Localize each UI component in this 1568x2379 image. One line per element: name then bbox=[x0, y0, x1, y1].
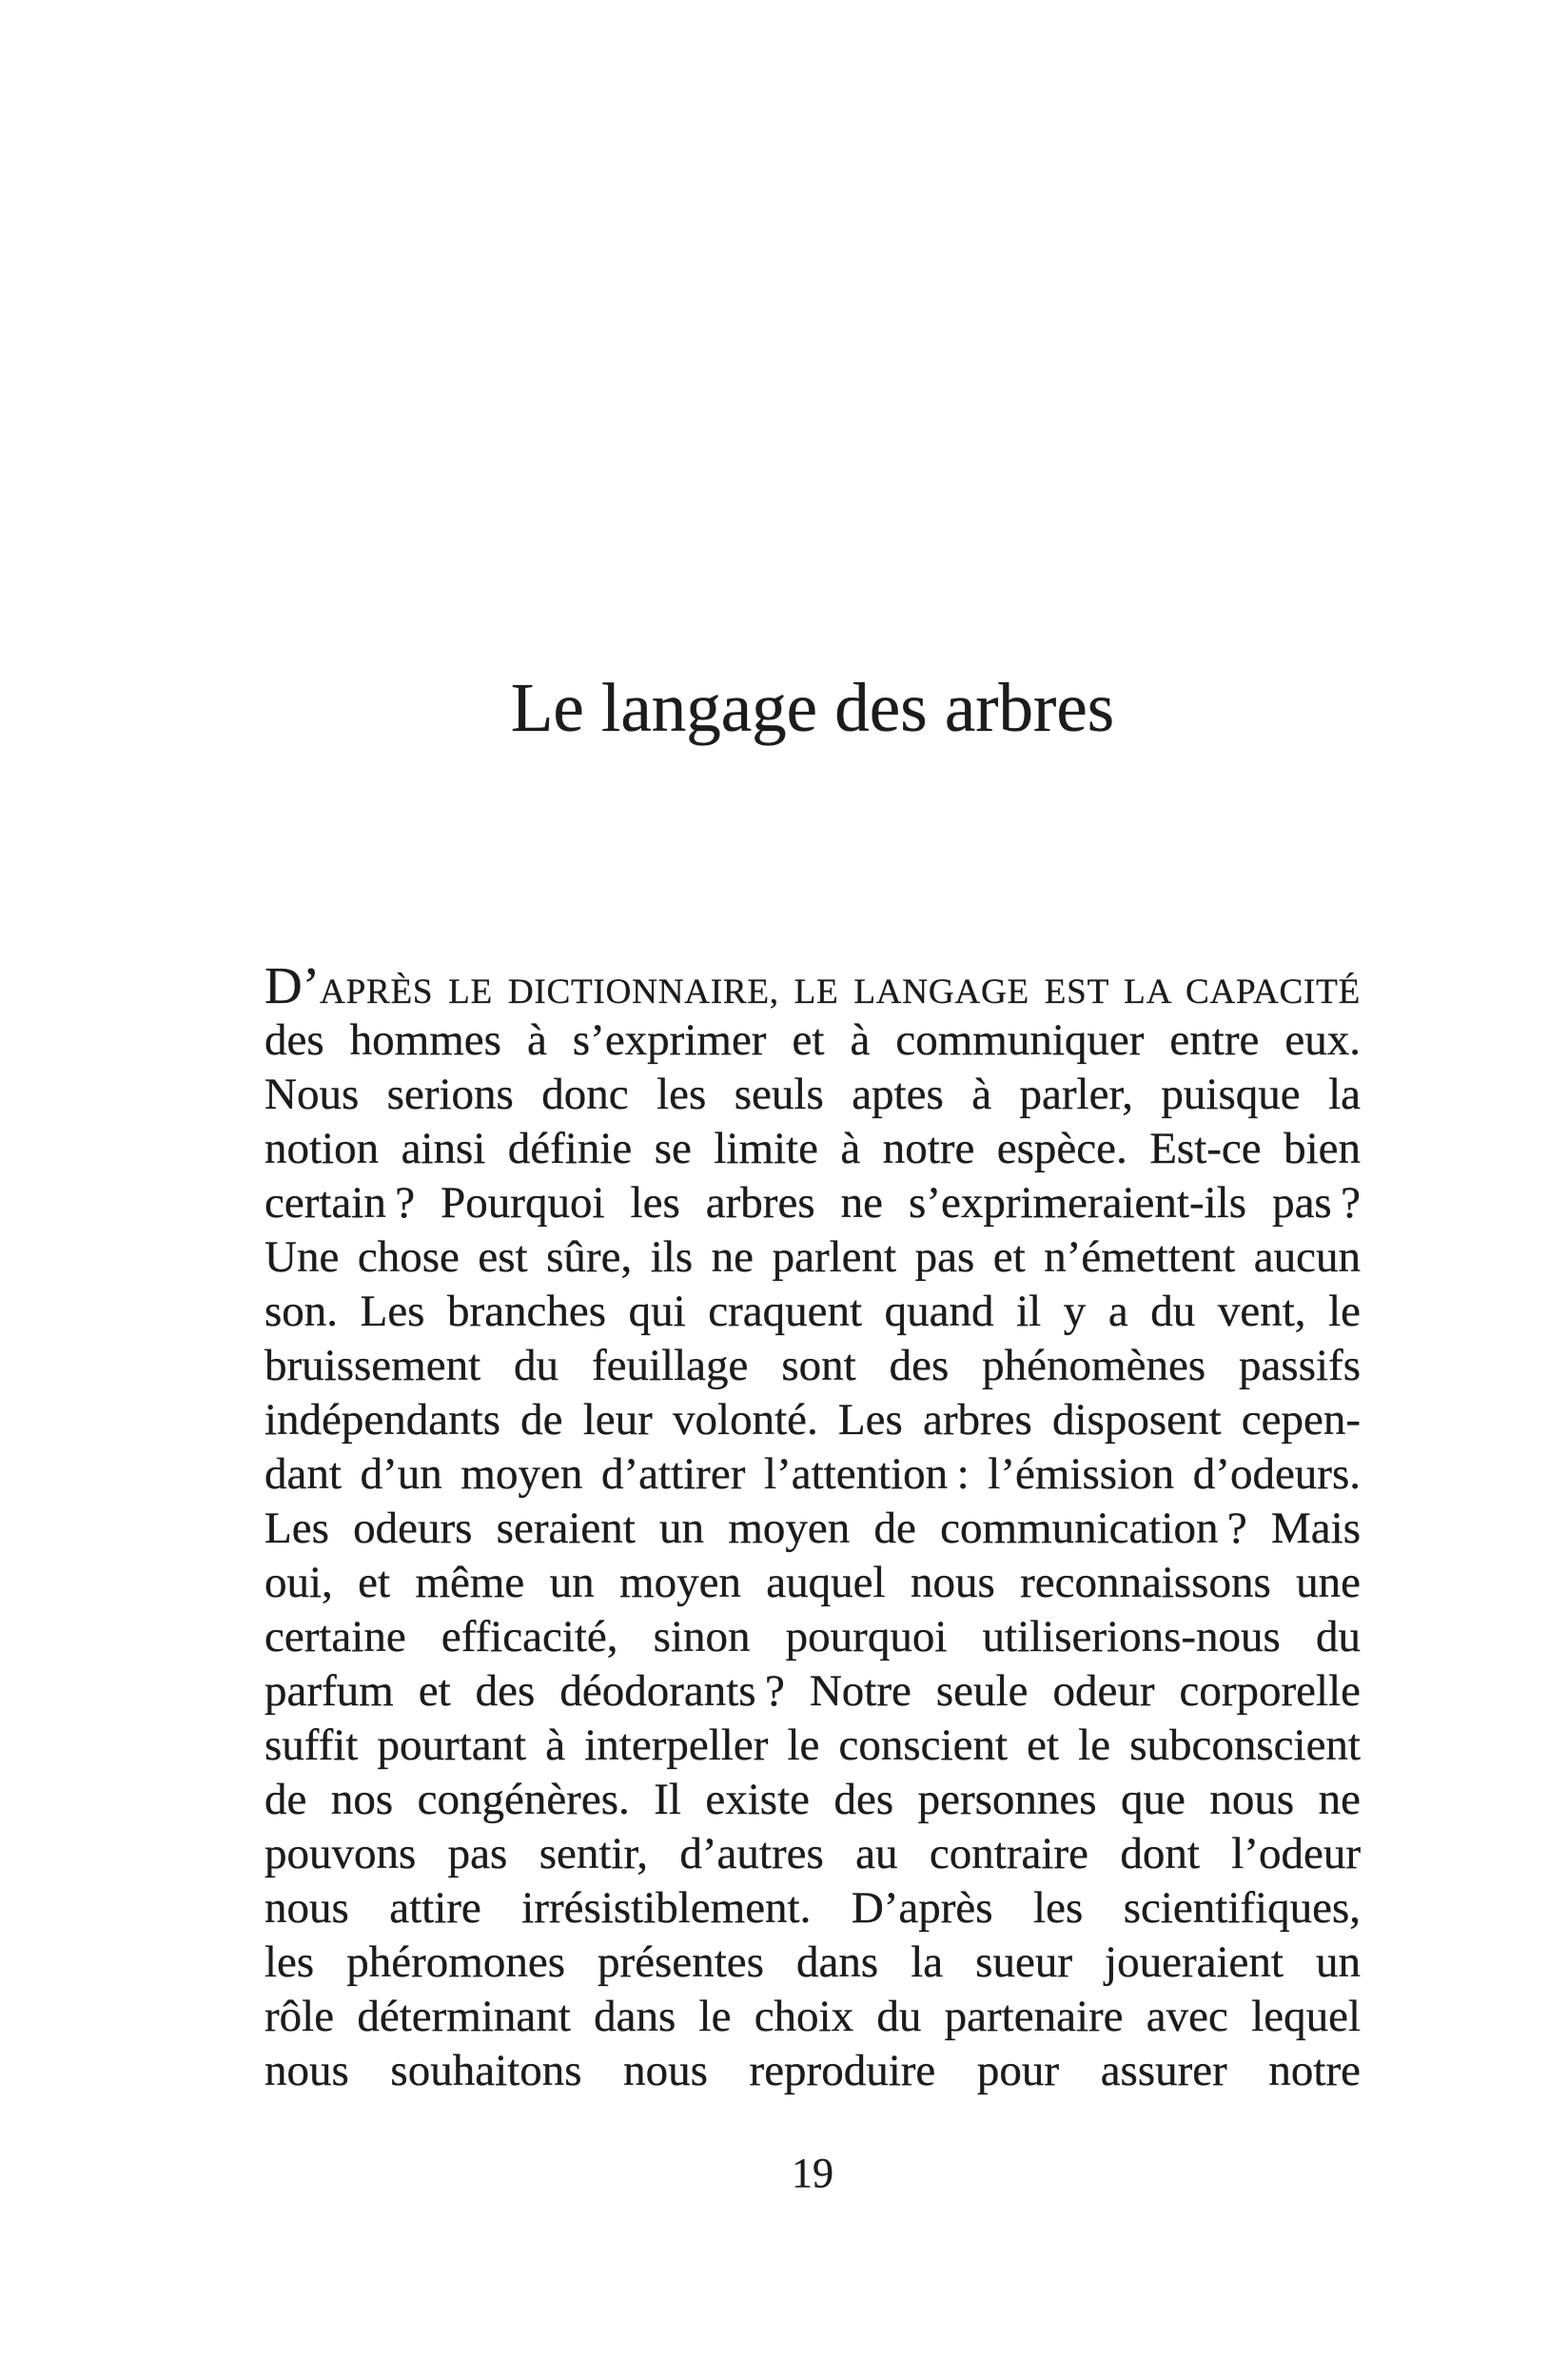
paragraph-line: son. Les branches qui craquent quand il y a du vent, le bbox=[265, 1287, 1361, 1336]
paragraph-line: bruissement du feuillage sont des phénomènes passifs bbox=[265, 1341, 1361, 1390]
page-number: 19 bbox=[792, 2150, 833, 2196]
paragraph-line: des hommes à s’exprimer et à communiquer entre eux. bbox=[265, 1015, 1361, 1065]
chapter-title: Le langage des arbres bbox=[510, 669, 1115, 746]
paragraph-line: Nous serions donc les seuls aptes à parler, puisque la bbox=[265, 1070, 1361, 1119]
paragraph-line: nous attire irrésistiblement. D’après les scientifiques, bbox=[265, 1883, 1361, 1933]
paragraph-line: pouvons pas sentir, d’autres au contraire dont l’odeur bbox=[265, 1829, 1361, 1878]
paragraph-line: nous souhaitons nous reproduire pour assurer notre bbox=[265, 2046, 1361, 2095]
paragraph-line: oui, et même un moyen auquel nous reconnaissons une bbox=[265, 1558, 1361, 1607]
paragraph bbox=[265, 956, 1361, 2098]
paragraph-line: dant d’un moyen d’attirer l’attention : l’émission d’odeurs. bbox=[265, 1449, 1361, 1499]
paragraph-line: les phéromones présentes dans la sueur joueraient un bbox=[265, 1937, 1361, 1987]
paragraph-line: certain ? Pourquoi les arbres ne s’exprimeraient-ils pas ? bbox=[265, 1178, 1361, 1228]
paragraph-line: suffit pourtant à interpeller le conscient et le subconscient bbox=[265, 1720, 1361, 1770]
lead-capital: D’ bbox=[265, 956, 321, 1014]
paragraph-line: rôle déterminant dans le choix du partenaire avec lequel bbox=[265, 1992, 1361, 2041]
paragraph-line: Les odeurs seraient un moyen de communication ? Mais bbox=[265, 1504, 1361, 1553]
paragraph-line: de nos congénères. Il existe des personnes que nous ne bbox=[265, 1775, 1361, 1824]
paragraph-lines bbox=[265, 1013, 1361, 2098]
paragraph-line: parfum et des déodorants ? Notre seule odeur corporelle bbox=[265, 1666, 1361, 1716]
paragraph-line: certaine efficacité, sinon pourquoi utiliserions-nous du bbox=[265, 1612, 1361, 1661]
small-caps-text: APRÈS LE DICTIONNAIRE, LE LANGAGE EST LA CAPACITÉ bbox=[320, 973, 1361, 1012]
paragraph-first-line bbox=[265, 956, 1361, 1014]
paragraph-line: Une chose est sûre, ils ne parlent pas et n’émettent aucun bbox=[265, 1232, 1361, 1282]
paragraph-line: notion ainsi définie se limite à notre espèce. Est-ce bien bbox=[265, 1124, 1361, 1173]
paragraph-line: indépendants de leur volonté. Les arbres disposent cepen- bbox=[265, 1395, 1361, 1445]
